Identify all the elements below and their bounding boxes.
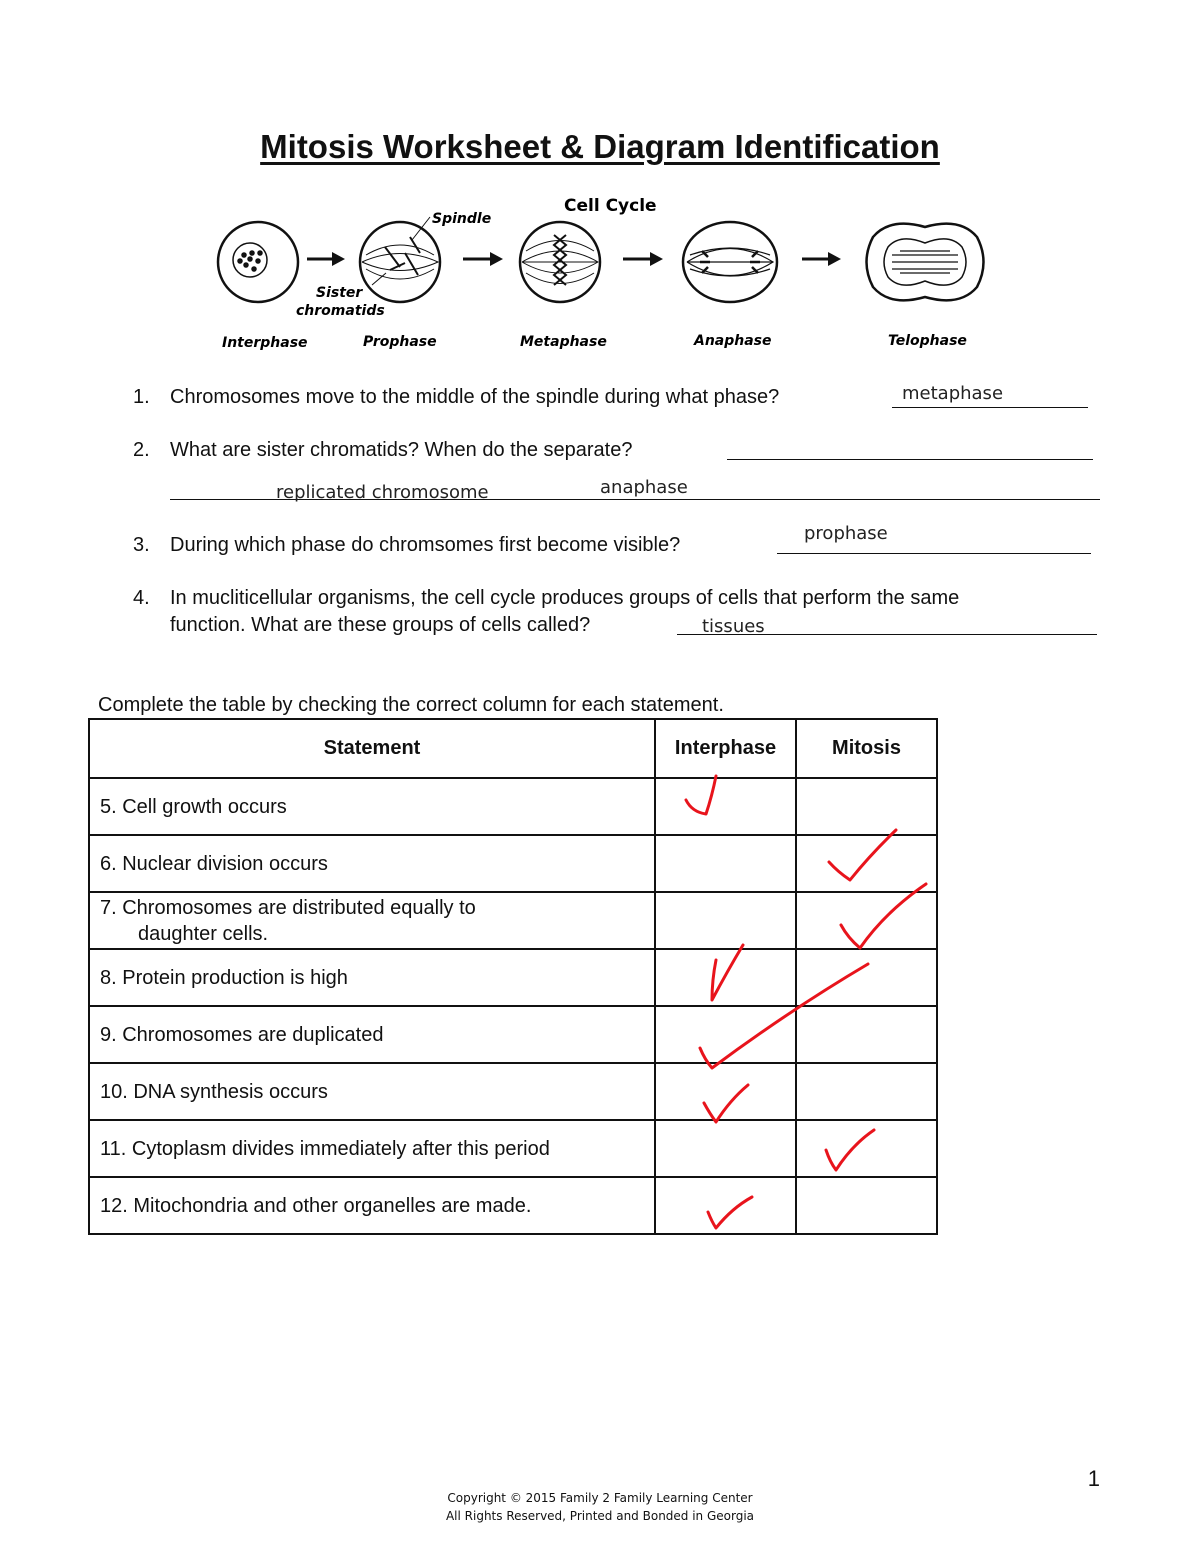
handwritten-answer: prophase — [804, 523, 888, 544]
cell-cycle-diagram — [200, 185, 1000, 360]
footer-rights: All Rights Reserved, Printed and Bonded in Georgia — [445, 1509, 755, 1523]
interphase-cell[interactable] — [655, 1177, 796, 1234]
table-row — [89, 1006, 937, 1063]
question-number: 1. — [133, 386, 150, 408]
question-text: Chromosomes move to the middle of the spindle during what phase? — [170, 386, 780, 408]
statement-cell: 12. Mitochondria and other organelles are made. — [89, 1177, 655, 1234]
mitosis-cell[interactable] — [796, 1006, 937, 1063]
statement-cell: 10. DNA synthesis occurs — [89, 1063, 655, 1120]
worksheet-title: Mitosis Worksheet & Diagram Identification — [260, 128, 940, 165]
interphase-cell[interactable] — [655, 1120, 796, 1177]
mitosis-cell[interactable] — [796, 892, 937, 949]
table-row — [89, 949, 937, 1006]
interphase-cell[interactable] — [655, 949, 796, 1006]
mitosis-cell[interactable] — [796, 949, 937, 1006]
mitosis-cell[interactable] — [796, 1063, 937, 1120]
phase-label-anaphase: Anaphase — [694, 333, 772, 349]
anaphase-cell-image — [683, 222, 777, 302]
mitosis-cell[interactable] — [796, 1177, 937, 1234]
spindle-label: Spindle — [432, 211, 492, 227]
statement-cell: 9. Chromosomes are duplicated — [89, 1006, 655, 1063]
mitosis-cell[interactable] — [796, 835, 937, 892]
question-text: function. What are these groups of cells called? — [170, 614, 591, 636]
handwritten-answer: anaphase — [600, 477, 688, 498]
interphase-cell[interactable] — [655, 1063, 796, 1120]
phase-label-interphase: Interphase — [222, 335, 308, 351]
statement-cell: 6. Nuclear division occurs — [89, 835, 655, 892]
table-row — [89, 1177, 937, 1234]
statement-cell: 5. Cell growth occurs — [89, 778, 655, 835]
footer-copyright: Copyright © 2015 Family 2 Family Learning Center — [447, 1491, 753, 1505]
handwritten-answer: tissues — [702, 616, 765, 637]
arrow-icon — [307, 252, 345, 266]
phase-label-telophase: Telophase — [888, 333, 967, 349]
question-number: 3. — [133, 534, 150, 556]
question-text: During which phase do chromsomes first become visible? — [170, 534, 681, 556]
interphase-cell[interactable] — [655, 835, 796, 892]
sister-label: Sister — [316, 285, 363, 301]
chromatids-label: chromatids — [296, 303, 385, 319]
interphase-cell-image — [218, 222, 298, 302]
page-number: 1 — [1087, 1466, 1100, 1491]
column-header-statement: Statement — [89, 719, 655, 778]
handwritten-answer: replicated chromosome — [276, 482, 489, 503]
phase-label-metaphase: Metaphase — [520, 334, 607, 350]
question-text: What are sister chromatids? When do the separate? — [170, 439, 633, 461]
interphase-cell[interactable] — [655, 892, 796, 949]
question-number: 2. — [133, 439, 150, 461]
answer-line[interactable] — [892, 407, 1088, 408]
arrow-icon — [463, 252, 503, 266]
diagram-heading: Cell Cycle — [564, 196, 657, 216]
mitosis-cell[interactable] — [796, 1120, 937, 1177]
table-row — [89, 892, 937, 949]
table-instructions: Complete the table by checking the correct column for each statement. — [98, 694, 724, 716]
arrow-icon — [802, 252, 841, 266]
telophase-cell-image — [867, 224, 984, 301]
question-number: 4. — [133, 587, 150, 609]
answer-line[interactable] — [777, 553, 1091, 554]
arrow-icon — [623, 252, 663, 266]
table-header-row — [89, 719, 937, 778]
column-header-interphase: Interphase — [655, 719, 796, 778]
statement-line: 7. Chromosomes are distributed equally to — [100, 896, 476, 919]
mitosis-cell[interactable] — [796, 778, 937, 835]
column-header-mitosis: Mitosis — [796, 719, 937, 778]
table-row — [89, 1063, 937, 1120]
interphase-cell[interactable] — [655, 1006, 796, 1063]
table-row — [89, 1120, 937, 1177]
handwritten-answer: metaphase — [902, 383, 1004, 404]
answer-line[interactable] — [727, 459, 1093, 460]
table-row — [89, 778, 937, 835]
metaphase-cell-image — [520, 222, 600, 302]
statement-cell — [89, 892, 655, 949]
interphase-cell[interactable] — [655, 778, 796, 835]
prophase-cell-image — [360, 222, 440, 302]
statement-cell: 8. Protein production is high — [89, 949, 655, 1006]
phase-table — [88, 718, 938, 1235]
spindle-pointer — [412, 217, 430, 240]
question-text: In mucliticellular organisms, the cell cycle produces groups of cells that perform the same — [170, 587, 960, 609]
statement-line: daughter cells. — [138, 922, 269, 945]
table-row — [89, 835, 937, 892]
phase-label-prophase: Prophase — [363, 334, 437, 350]
statement-cell: 11. Cytoplasm divides immediately after this period — [89, 1120, 655, 1177]
